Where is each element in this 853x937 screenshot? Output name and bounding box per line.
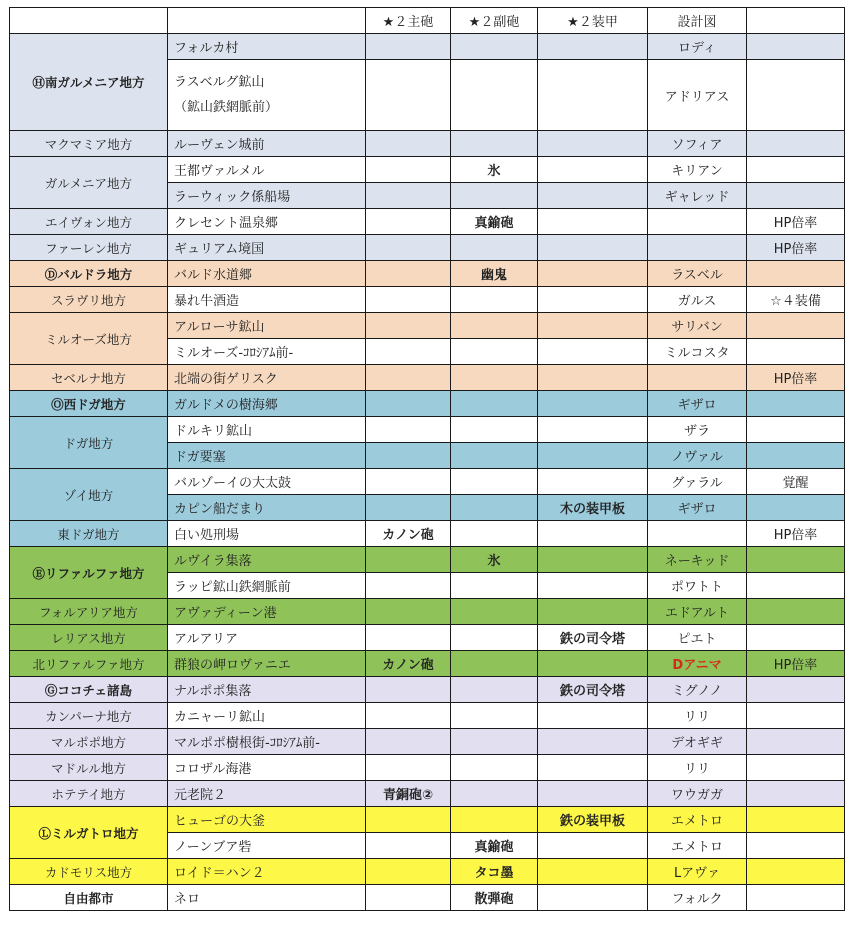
armor-cell — [538, 417, 648, 443]
table-row — [10, 469, 845, 495]
blueprint-cell: ギャレッド — [648, 183, 747, 209]
sub-cannon-cell — [451, 131, 538, 157]
region-cell: エイヴォン地方 — [10, 209, 168, 235]
notes-cell — [747, 261, 845, 287]
region-cell: ミルオーズ地方 — [10, 313, 168, 365]
blueprint-cell: ギザロ — [648, 495, 747, 521]
header-sub-cannon: ★２副砲 — [451, 8, 538, 34]
main-cannon-cell — [366, 599, 451, 625]
location-cell: ナルポポ集落 — [168, 677, 366, 703]
location-cell: ヒューゴの大釜 — [168, 807, 366, 833]
notes-cell: ☆４装備 — [747, 287, 845, 313]
table-row — [10, 781, 845, 807]
armor-cell — [538, 885, 648, 911]
blueprint-cell: ワウガガ — [648, 781, 747, 807]
armor-cell — [538, 833, 648, 859]
region-cell: レリアス地方 — [10, 625, 168, 651]
blueprint-cell: ソフィア — [648, 131, 747, 157]
blueprint-cell: サリバン — [648, 313, 747, 339]
main-cannon-cell — [366, 261, 451, 287]
armor-cell — [538, 859, 648, 885]
sub-cannon-cell — [451, 365, 538, 391]
armor-cell: 鉄の装甲板 — [538, 807, 648, 833]
main-cannon-cell — [366, 703, 451, 729]
armor-cell — [538, 339, 648, 365]
armor-cell — [538, 365, 648, 391]
sub-cannon-cell — [451, 34, 538, 60]
main-cannon-cell — [366, 157, 451, 183]
notes-cell — [747, 391, 845, 417]
location-cell: バルゾーイの大太鼓 — [168, 469, 366, 495]
region-cell: ホテテイ地方 — [10, 781, 168, 807]
table-row — [10, 625, 845, 651]
region-cell: Ⓗ南ガルメニア地方 — [10, 34, 168, 131]
armor-cell — [538, 391, 648, 417]
notes-cell — [747, 313, 845, 339]
blueprint-cell: グァラル — [648, 469, 747, 495]
main-cannon-cell — [366, 859, 451, 885]
region-cell: マドルル地方 — [10, 755, 168, 781]
blueprint-cell: Lアヴァ — [648, 859, 747, 885]
main-cannon-cell — [366, 235, 451, 261]
location-cell: 暴れ牛酒造 — [168, 287, 366, 313]
table-row — [10, 209, 845, 235]
main-cannon-cell — [366, 417, 451, 443]
main-cannon-cell — [366, 60, 451, 131]
armor-cell — [538, 183, 648, 209]
armor-cell — [538, 131, 648, 157]
blueprint-cell: ザラ — [648, 417, 747, 443]
table-row — [10, 131, 845, 157]
main-cannon-cell: 青銅砲② — [366, 781, 451, 807]
notes-cell: HP倍率 — [747, 365, 845, 391]
notes-cell: HP倍率 — [747, 209, 845, 235]
blueprint-cell: ピエト — [648, 625, 747, 651]
blueprint-cell: デオギギ — [648, 729, 747, 755]
table-row — [10, 599, 845, 625]
table-row — [10, 547, 845, 573]
sub-cannon-cell — [451, 651, 538, 677]
table-body — [10, 34, 845, 911]
notes-cell — [747, 703, 845, 729]
blueprint-cell — [648, 209, 747, 235]
location-cell: アルローサ鉱山 — [168, 313, 366, 339]
region-cell: ガルメニア地方 — [10, 157, 168, 209]
sub-cannon-cell: 幽鬼 — [451, 261, 538, 287]
notes-cell — [747, 573, 845, 599]
location-cell: 北端の街ゲリスク — [168, 365, 366, 391]
sub-cannon-cell: 散弾砲 — [451, 885, 538, 911]
notes-cell — [747, 807, 845, 833]
armor-cell — [538, 703, 648, 729]
region-cell: Ⓓバルドラ地方 — [10, 261, 168, 287]
table-row — [10, 703, 845, 729]
header-main-cannon: ★２主砲 — [366, 8, 451, 34]
armor-cell — [538, 443, 648, 469]
location-cell: ネロ — [168, 885, 366, 911]
sub-cannon-cell — [451, 599, 538, 625]
armor-cell — [538, 60, 648, 131]
sub-cannon-cell — [451, 287, 538, 313]
sub-cannon-cell — [451, 60, 538, 131]
header-location — [168, 8, 366, 34]
notes-cell: HP倍率 — [747, 651, 845, 677]
table-row — [10, 34, 845, 60]
armor-cell: 鉄の司令塔 — [538, 625, 648, 651]
location-cell: 群狼の岬ロヴァニエ — [168, 651, 366, 677]
location-cell: ドガ要塞 — [168, 443, 366, 469]
sub-cannon-cell — [451, 677, 538, 703]
armor-cell: 木の装甲板 — [538, 495, 648, 521]
location-cell: カピン船だまり — [168, 495, 366, 521]
notes-cell — [747, 625, 845, 651]
notes-cell — [747, 859, 845, 885]
blueprint-cell: アドリアス — [648, 60, 747, 131]
sub-cannon-cell — [451, 495, 538, 521]
notes-cell — [747, 417, 845, 443]
sub-cannon-cell: タコ墨 — [451, 859, 538, 885]
table-row — [10, 313, 845, 339]
blueprint-cell: ポワトト — [648, 573, 747, 599]
blueprint-cell: ロディ — [648, 34, 747, 60]
region-cell: ドガ地方 — [10, 417, 168, 469]
location-cell: アルアリア — [168, 625, 366, 651]
armor-cell — [538, 521, 648, 547]
notes-cell — [747, 60, 845, 131]
table-row — [10, 755, 845, 781]
sub-cannon-cell: 氷 — [451, 547, 538, 573]
main-cannon-cell — [366, 547, 451, 573]
armor-cell — [538, 209, 648, 235]
table-row — [10, 157, 845, 183]
main-cannon-cell: カノン砲 — [366, 521, 451, 547]
main-cannon-cell — [366, 391, 451, 417]
main-cannon-cell — [366, 755, 451, 781]
location-cell: ミルオーズ-ｺﾛｼｱﾑ前- — [168, 339, 366, 365]
blueprint-cell: ネーキッド — [648, 547, 747, 573]
region-cell: 自由都市 — [10, 885, 168, 911]
main-cannon-cell — [366, 131, 451, 157]
blueprint-cell: Dアニマ — [648, 651, 747, 677]
location-cell: クレセント温泉郷 — [168, 209, 366, 235]
region-cell: カンパーナ地方 — [10, 703, 168, 729]
blueprint-cell: エドアルト — [648, 599, 747, 625]
armor-cell — [538, 313, 648, 339]
region-cell: Ⓞ西ドガ地方 — [10, 391, 168, 417]
sub-cannon-cell — [451, 391, 538, 417]
blueprint-cell — [648, 235, 747, 261]
blueprint-cell: リリ — [648, 703, 747, 729]
table-row — [10, 417, 845, 443]
sub-cannon-cell — [451, 755, 538, 781]
main-cannon-cell — [366, 365, 451, 391]
region-cell: カドモリス地方 — [10, 859, 168, 885]
blueprint-cell: ノヴァル — [648, 443, 747, 469]
table-row — [10, 677, 845, 703]
location-cell: 白い処刑場 — [168, 521, 366, 547]
notes-cell — [747, 443, 845, 469]
table-row — [10, 261, 845, 287]
notes-cell — [747, 547, 845, 573]
region-cell: ファーレン地方 — [10, 235, 168, 261]
notes-cell — [747, 495, 845, 521]
notes-cell: HP倍率 — [747, 235, 845, 261]
main-cannon-cell — [366, 625, 451, 651]
sub-cannon-cell — [451, 339, 538, 365]
sub-cannon-cell — [451, 703, 538, 729]
region-cell: セベルナ地方 — [10, 365, 168, 391]
sub-cannon-cell — [451, 443, 538, 469]
blueprint-cell: リリ — [648, 755, 747, 781]
armor-cell — [538, 651, 648, 677]
armor-cell — [538, 287, 648, 313]
main-cannon-cell — [366, 729, 451, 755]
blueprint-cell — [648, 365, 747, 391]
sub-cannon-cell — [451, 807, 538, 833]
sub-cannon-cell: 真鍮砲 — [451, 833, 538, 859]
notes-cell — [747, 885, 845, 911]
armor-cell: 鉄の司令塔 — [538, 677, 648, 703]
main-cannon-cell — [366, 885, 451, 911]
table-row — [10, 807, 845, 833]
armor-cell — [538, 729, 648, 755]
sub-cannon-cell — [451, 183, 538, 209]
table-row — [10, 287, 845, 313]
sub-cannon-cell — [451, 625, 538, 651]
main-cannon-cell — [366, 677, 451, 703]
main-cannon-cell — [366, 339, 451, 365]
main-cannon-cell — [366, 443, 451, 469]
notes-cell — [747, 599, 845, 625]
notes-cell — [747, 833, 845, 859]
location-cell: アヴァディーン港 — [168, 599, 366, 625]
main-cannon-cell — [366, 287, 451, 313]
table-row — [10, 885, 845, 911]
region-cell: マクマミア地方 — [10, 131, 168, 157]
main-cannon-cell — [366, 34, 451, 60]
armor-cell — [538, 235, 648, 261]
sub-cannon-cell — [451, 521, 538, 547]
region-cell: フォルアリア地方 — [10, 599, 168, 625]
blueprint-cell — [648, 521, 747, 547]
main-cannon-cell — [366, 833, 451, 859]
blueprint-cell: ラスベル — [648, 261, 747, 287]
main-cannon-cell — [366, 495, 451, 521]
blueprint-cell: ミルコスタ — [648, 339, 747, 365]
notes-cell — [747, 157, 845, 183]
header-notes — [747, 8, 845, 34]
region-cell: スラヴリ地方 — [10, 287, 168, 313]
table-row — [10, 859, 845, 885]
header-row — [10, 8, 845, 34]
armor-cell — [538, 34, 648, 60]
notes-cell: HP倍率 — [747, 521, 845, 547]
location-cell: ノーンブア砦 — [168, 833, 366, 859]
blueprint-cell: ギザロ — [648, 391, 747, 417]
location-cell: コロザル海港 — [168, 755, 366, 781]
region-cell: マルポポ地方 — [10, 729, 168, 755]
region-cell: Ⓔリファルファ地方 — [10, 547, 168, 599]
main-cannon-cell — [366, 209, 451, 235]
armor-cell — [538, 573, 648, 599]
notes-cell — [747, 729, 845, 755]
table-row — [10, 365, 845, 391]
region-cell: ゾイ地方 — [10, 469, 168, 521]
armor-cell — [538, 599, 648, 625]
armor-cell — [538, 261, 648, 287]
location-cell: 王都ヴァルメル — [168, 157, 366, 183]
location-cell: バルド水道郷 — [168, 261, 366, 287]
location-cell: ロイド＝ハン２ — [168, 859, 366, 885]
sub-cannon-cell — [451, 417, 538, 443]
blueprint-cell: エメトロ — [648, 807, 747, 833]
location-cell: カニャーリ鉱山 — [168, 703, 366, 729]
notes-cell — [747, 183, 845, 209]
blueprint-cell: エメトロ — [648, 833, 747, 859]
armor-cell — [538, 755, 648, 781]
blueprint-cell: キリアン — [648, 157, 747, 183]
table-row — [10, 391, 845, 417]
table-row — [10, 521, 845, 547]
table-row — [10, 235, 845, 261]
location-table — [9, 7, 845, 911]
sub-cannon-cell: 真鍮砲 — [451, 209, 538, 235]
main-cannon-cell — [366, 807, 451, 833]
armor-cell — [538, 781, 648, 807]
region-cell: 北リファルファ地方 — [10, 651, 168, 677]
main-cannon-cell — [366, 469, 451, 495]
location-cell: ラーウィック係船場 — [168, 183, 366, 209]
notes-cell — [747, 677, 845, 703]
sub-cannon-cell — [451, 469, 538, 495]
location-cell: ガルドメの樹海郷 — [168, 391, 366, 417]
sub-cannon-cell: 氷 — [451, 157, 538, 183]
header-armor: ★２装甲 — [538, 8, 648, 34]
notes-cell: 覚醒 — [747, 469, 845, 495]
notes-cell — [747, 131, 845, 157]
sub-cannon-cell — [451, 573, 538, 599]
armor-cell — [538, 547, 648, 573]
table-row — [10, 729, 845, 755]
header-blueprint: 設計図 — [648, 8, 747, 34]
sub-cannon-cell — [451, 313, 538, 339]
notes-cell — [747, 339, 845, 365]
location-cell: 元老院２ — [168, 781, 366, 807]
blueprint-cell: ミグノノ — [648, 677, 747, 703]
main-cannon-cell — [366, 313, 451, 339]
location-cell: ルーヴェン城前 — [168, 131, 366, 157]
location-cell: フォルカ村 — [168, 34, 366, 60]
region-cell: Ⓖココチェ諸島 — [10, 677, 168, 703]
blueprint-cell: フォルク — [648, 885, 747, 911]
notes-cell — [747, 34, 845, 60]
armor-cell — [538, 469, 648, 495]
sub-cannon-cell — [451, 235, 538, 261]
location-cell: マルポポ樹根街-ｺﾛｼｱﾑ前- — [168, 729, 366, 755]
notes-cell — [747, 755, 845, 781]
table-row — [10, 651, 845, 677]
notes-cell — [747, 781, 845, 807]
sub-cannon-cell — [451, 781, 538, 807]
location-cell: ルヴイラ集落 — [168, 547, 366, 573]
armor-cell — [538, 157, 648, 183]
sub-cannon-cell — [451, 729, 538, 755]
main-cannon-cell — [366, 573, 451, 599]
location-cell: ラスベルグ鉱山 （鉱山鉄網脈前） — [168, 60, 366, 131]
main-cannon-cell: カノン砲 — [366, 651, 451, 677]
header-region — [10, 8, 168, 34]
main-cannon-cell — [366, 183, 451, 209]
region-cell: 東ドガ地方 — [10, 521, 168, 547]
blueprint-cell: ガルス — [648, 287, 747, 313]
location-cell: ドルキリ鉱山 — [168, 417, 366, 443]
region-cell: Ⓛミルガトロ地方 — [10, 807, 168, 859]
location-cell: ギュリアム境国 — [168, 235, 366, 261]
location-cell: ラッピ鉱山鉄網脈前 — [168, 573, 366, 599]
